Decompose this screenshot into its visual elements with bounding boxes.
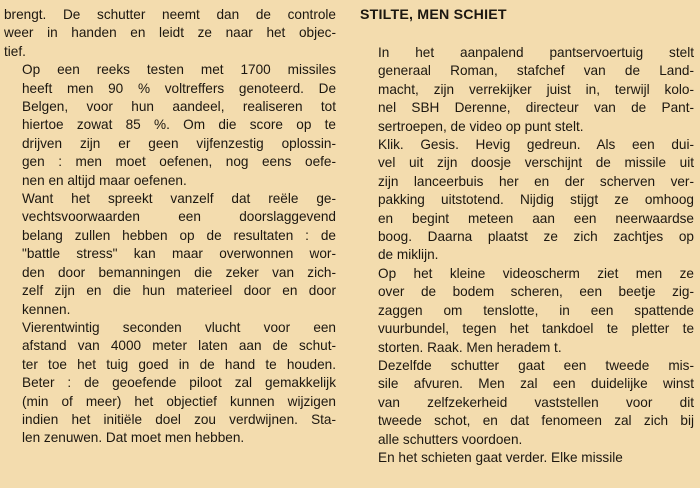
- text-line: belang zullen hebben op de resultaten : de: [22, 227, 336, 243]
- text-line: vechtsvoorwaarden een doorslaggevend: [22, 209, 336, 225]
- text-line: weer in handen en leidt ze naar het objec-: [4, 25, 336, 41]
- text-line: En het schieten gaat verder. Elke missile: [378, 449, 623, 465]
- text-line: en begint meteen aan een neerwaardse: [378, 210, 694, 226]
- text-line: de miklijn.: [378, 247, 439, 263]
- text-line: Klik. Gesis. Hevig gedreun. Als een dui-: [378, 137, 694, 153]
- left-column: [4, 6, 336, 448]
- text-line: kennen.: [22, 301, 71, 317]
- text-line: heeft men 90 % voltreffers genoteerd. De: [22, 80, 336, 96]
- text-line: den door bemanningen die zeker van zich-: [22, 264, 336, 280]
- text-line: Want het spreekt vanzelf dat reële ge-: [22, 191, 336, 207]
- text-line: zijn lanceerbuis her en der scherven ver-: [378, 173, 694, 189]
- text-line: (min of meer) het objectief kunnen wijzigen: [22, 393, 336, 409]
- text-line: hiertoe zowat 85 %. Om die score op te: [22, 117, 336, 133]
- text-line: sile afvuren. Men zal een duidelijke winst: [378, 376, 694, 392]
- right-column: [360, 6, 694, 467]
- paragraph: [360, 44, 694, 136]
- text-line: ter toe het tuig goed in de hand te houden.: [22, 356, 336, 372]
- text-line: Op een reeks testen met 1700 missiles: [22, 62, 336, 78]
- text-line: boog. Daarna plaatst ze zich zachtjes op: [378, 229, 694, 245]
- text-line: indien het initiële doel zou verdwijnen. Sta-: [22, 411, 336, 427]
- paragraph: [4, 6, 336, 61]
- text-line: len zenuwen. Dat moet men hebben.: [22, 430, 245, 446]
- text-line: Dezelfde schutter gaat een tweede mis-: [378, 357, 694, 373]
- text-line: vel uit zijn doosje verschijnt de missile uit: [378, 155, 694, 171]
- paragraph: [4, 319, 336, 448]
- text-line: sertroepen, de video op punt stelt.: [378, 118, 584, 134]
- paragraph: [360, 136, 694, 265]
- text-line: zaggen om tenslotte, in een spattende: [378, 302, 694, 318]
- text-line: van zelfzekerheid vaststellen voor dit: [378, 394, 694, 410]
- text-line: zelf zijn en die hun materieel door en door: [22, 283, 336, 299]
- text-line: vuurbundel, tegen het tankdoel te pletter te: [378, 321, 694, 337]
- text-line: over de bodem scheren, een beetje zig-: [378, 284, 694, 300]
- text-line: alle schutters voordoen.: [378, 431, 523, 447]
- text-line: drijven zijn er geen vijfenzestig oplossin-: [22, 135, 336, 151]
- text-line: Op het kleine videoscherm ziet men ze: [378, 265, 694, 281]
- text-line: "battle stress" kan maar overwonnen wor-: [22, 246, 336, 262]
- text-line: Belgen, voor hun aandeel, realiseren tot: [22, 99, 336, 115]
- text-line: nen en altijd maar oefenen.: [22, 172, 187, 188]
- text-line: tief.: [4, 43, 26, 59]
- text-line: tweede schot, en dat fenomeen zal zich bij: [378, 413, 694, 429]
- text-line: In het aanpalend pantservoertuig stelt: [378, 45, 694, 60]
- text-line: brengt. De schutter neemt dan de controle: [4, 7, 336, 22]
- text-line: afstand van 4000 meter laten aan de schut-: [22, 338, 336, 354]
- text-line: pakking uitstotend. Nijdig stijgt ze omhoog: [378, 192, 694, 208]
- text-line: macht, zijn verrekijker juist in, terwijl kolo-: [378, 81, 694, 97]
- right-column-body: [360, 44, 694, 467]
- text-line: Beter : de geoefende piloot zal gemakkelijk: [22, 375, 336, 391]
- paragraph: [360, 265, 694, 357]
- text-line: storten. Raak. Men heradem t.: [378, 339, 562, 355]
- paragraph: [360, 357, 694, 449]
- paragraph: [4, 190, 336, 319]
- section-heading: STILTE, MEN SCHIET: [360, 7, 507, 23]
- text-line: gen : men moet oefenen, nog eens oefe-: [22, 154, 336, 170]
- text-line: generaal Roman, stafchef van de Land-: [378, 63, 694, 79]
- paragraph: [4, 61, 336, 190]
- text-line: Vierentwintig seconden vlucht voor een: [22, 319, 336, 335]
- text-line: nel SBH Derenne, directeur van de Pant-: [378, 100, 694, 116]
- paragraph: [360, 449, 694, 467]
